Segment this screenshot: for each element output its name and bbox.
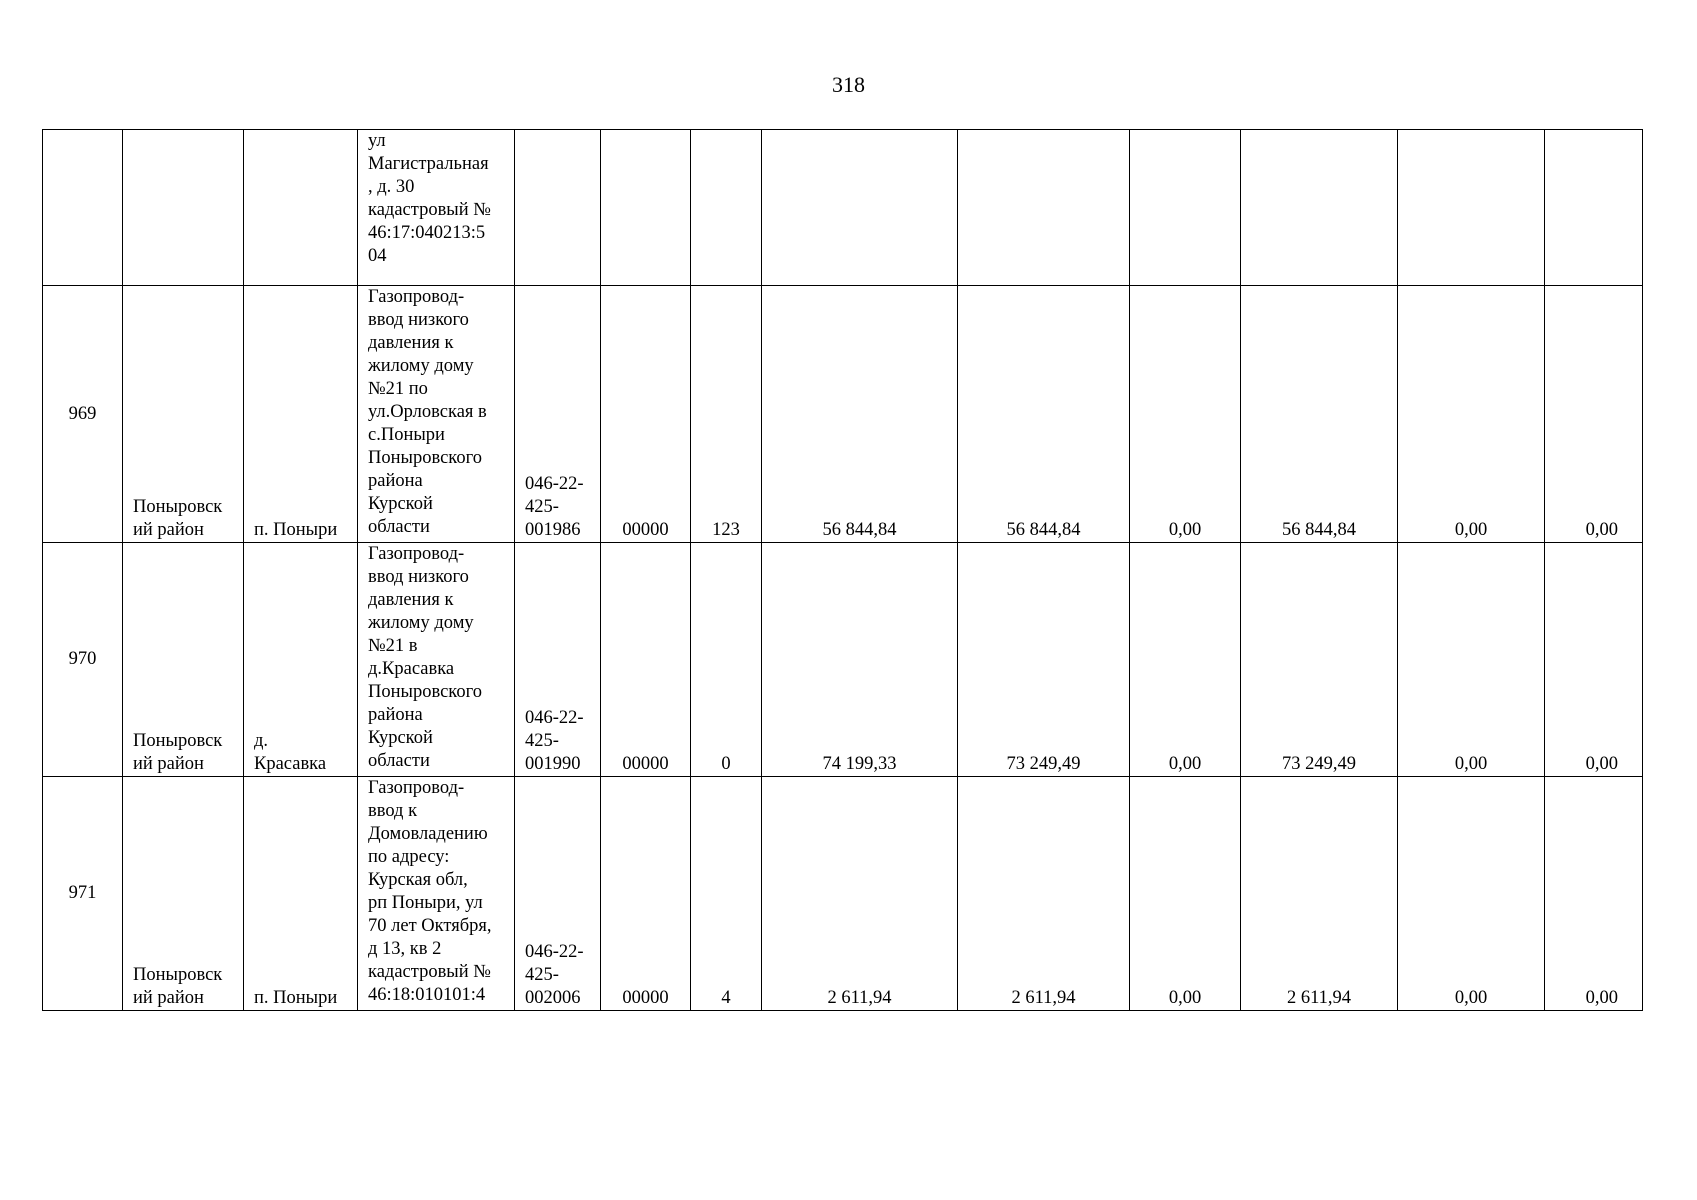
- length-cell: 4: [691, 777, 762, 1011]
- table-row: [43, 130, 1643, 286]
- wear-cell: 0,00: [1130, 543, 1241, 777]
- settlement-cell: п. Поныри: [244, 777, 358, 1011]
- residual-value-cell: 56 844,84: [958, 286, 1130, 543]
- table-row: [43, 543, 1643, 777]
- wear-cell: 0,00: [1130, 286, 1241, 543]
- residual-value-cell: 73 249,49: [958, 543, 1130, 777]
- balance-value-cell: 74 199,33: [762, 543, 958, 777]
- object-name-cell: Газопровод- ввод к Домовладению по адресу: Курская обл, рп Поныри, ул 70 лет Октября, д 13, кв 2 кадастровый № 46:18:010101:4: [358, 777, 515, 1011]
- wear-cell: [1130, 130, 1241, 286]
- okof-cell: [601, 130, 691, 286]
- table-row: [43, 777, 1643, 1011]
- registry-code-cell: 046-22- 425- 002006: [515, 777, 601, 1011]
- object-name-cell: Газопровод- ввод низкого давления к жилому дому №21 в д.Красавка Поныровского района Курской области: [358, 543, 515, 777]
- district-cell: Поныровск ий район: [123, 777, 244, 1011]
- object-name-cell: ул Магистральная , д. 30 кадастровый № 46:17:040213:5 04: [358, 130, 515, 286]
- col11-cell: 0,00: [1398, 777, 1545, 1011]
- value-cell: 73 249,49: [1241, 543, 1398, 777]
- row-number-cell: 970: [43, 543, 123, 777]
- length-cell: 0: [691, 543, 762, 777]
- okof-cell: 00000: [601, 777, 691, 1011]
- registry-code-cell: 046-22- 425- 001986: [515, 286, 601, 543]
- object-name-cell: Газопровод- ввод низкого давления к жилому дому №21 по ул.Орловская в с.Поныри Поныровского района Курской области: [358, 286, 515, 543]
- row-number-cell: [43, 130, 123, 286]
- residual-value-cell: [958, 130, 1130, 286]
- value-cell: 2 611,94: [1241, 777, 1398, 1011]
- col11-cell: 0,00: [1398, 286, 1545, 543]
- registry-code-cell: 046-22- 425- 001990: [515, 543, 601, 777]
- okof-cell: 00000: [601, 286, 691, 543]
- okof-cell: 00000: [601, 543, 691, 777]
- district-cell: Поныровск ий район: [123, 286, 244, 543]
- page-number: 318: [832, 72, 865, 97]
- registry-code-cell: [515, 130, 601, 286]
- length-cell: 123: [691, 286, 762, 543]
- col11-cell: [1398, 130, 1545, 286]
- row-number-cell: 969: [43, 286, 123, 543]
- wear-cell: 0,00: [1130, 777, 1241, 1011]
- table-row: [43, 286, 1643, 543]
- col12-cell: [1545, 130, 1643, 286]
- balance-value-cell: [762, 130, 958, 286]
- row-number-cell: 971: [43, 777, 123, 1011]
- district-cell: Поныровск ий район: [123, 543, 244, 777]
- col12-cell: 0,00: [1545, 286, 1643, 543]
- col12-cell: 0,00: [1545, 777, 1643, 1011]
- property-registry-table: [42, 129, 1643, 1011]
- balance-value-cell: 2 611,94: [762, 777, 958, 1011]
- district-cell: [123, 130, 244, 286]
- settlement-cell: п. Поныри: [244, 286, 358, 543]
- settlement-cell: [244, 130, 358, 286]
- balance-value-cell: 56 844,84: [762, 286, 958, 543]
- value-cell: 56 844,84: [1241, 286, 1398, 543]
- col11-cell: 0,00: [1398, 543, 1545, 777]
- length-cell: [691, 130, 762, 286]
- value-cell: [1241, 130, 1398, 286]
- col12-cell: 0,00: [1545, 543, 1643, 777]
- residual-value-cell: 2 611,94: [958, 777, 1130, 1011]
- settlement-cell: д. Красавка: [244, 543, 358, 777]
